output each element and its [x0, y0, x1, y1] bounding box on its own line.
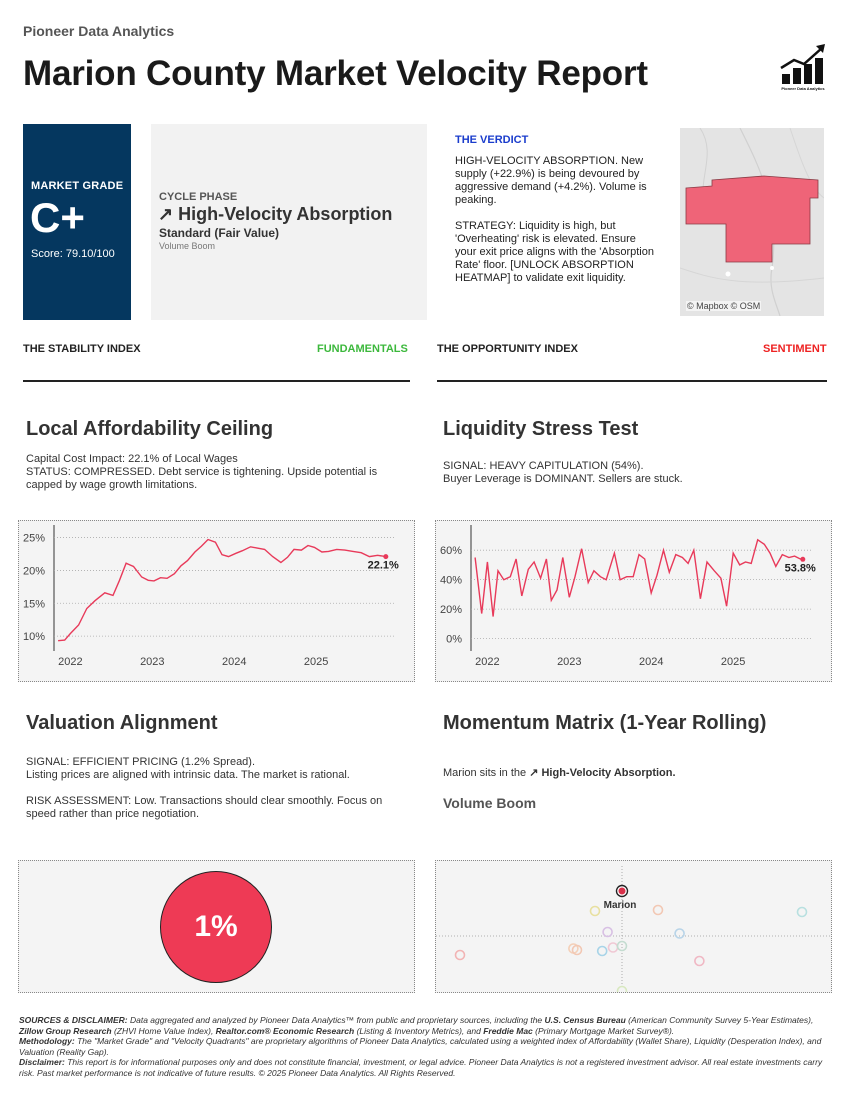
liquidity-leverage: Buyer Leverage is DOMINANT. Sellers are stuck.	[443, 473, 683, 485]
county-boundary-shape	[686, 176, 818, 262]
methodology-text: The "Market Grade" and "Velocity Quadrants" are proprietary algorithms of Pioneer Data Analytics, calculated using a weighted index of Affordability (Wallet Share), Liquidity (Desperation Index), and Valuation (Reality Gap).	[19, 1036, 822, 1057]
market-grade-card	[23, 124, 131, 320]
cycle-phase-card	[151, 124, 427, 320]
affordability-chart-panel	[18, 520, 415, 682]
momentum-line	[443, 767, 823, 780]
scatter-point	[654, 906, 663, 915]
phase-value: ↗ High-Velocity Absorption	[158, 204, 393, 224]
fundamentals-tag: FUNDAMENTALS	[317, 343, 408, 355]
sources-text-1: Data aggregated and analyzed by Pioneer Data Analytics™ from public and proprietary sources, including the	[127, 1015, 545, 1025]
valuation-signal: SIGNAL: EFFICIENT PRICING (1.2% Spread).	[26, 756, 256, 768]
sources-text-2: (American Community Survey 5-Year Estimates),	[625, 1015, 814, 1025]
county-map[interactable]	[680, 128, 824, 316]
footer-disclaimer-text	[19, 1057, 831, 1078]
x-tick-label: 2023	[557, 656, 582, 668]
momentum-matrix-panel	[435, 860, 832, 993]
footer-methodology	[19, 1036, 831, 1057]
affordability-impact: Capital Cost Impact: 22.1% of Local Wages	[26, 453, 238, 465]
sources-text-5: (Primary Mortgage Market Survey®).	[532, 1025, 675, 1036]
verdict-summary: HIGH-VELOCITY ABSORPTION. New supply (+22.9%) is being devoured by aggressive demand (+4.2%). Volume is peaking.	[455, 155, 647, 206]
verdict-strategy: STRATEGY: Liquidity is high, but 'Overheating' risk is elevated. Ensure your exit price aligns with the 'Absorption Rate' floor. [UNLOCK ABSORPTION HEATMAP] to validate exit liquidity.	[455, 220, 654, 284]
scatter-point	[798, 908, 807, 917]
valuation-gauge-panel	[18, 860, 415, 993]
momentum-title: Momentum Matrix (1-Year Rolling)	[443, 712, 767, 734]
stability-index-heading: THE STABILITY INDEX	[23, 343, 141, 355]
methodology-label: Methodology:	[19, 1036, 75, 1046]
scatter-point	[695, 957, 704, 966]
sources-zillow: Zillow Group Research	[19, 1025, 112, 1036]
scatter-point	[456, 951, 465, 960]
series-line	[475, 540, 803, 617]
y-tick-label: 15%	[22, 598, 45, 611]
divider	[437, 380, 827, 382]
x-tick-label: 2024	[638, 656, 664, 668]
affordability-title: Local Affordability Ceiling	[26, 418, 274, 440]
sources-census: U.S. Census Bureau	[544, 1015, 626, 1025]
scatter-point	[609, 943, 618, 952]
series-line	[58, 540, 386, 641]
page-title: Marion County Market Velocity Report	[23, 54, 648, 93]
footer-sources	[19, 1015, 831, 1036]
scatter-point	[618, 942, 627, 951]
logo-text: Pioneer Data Analytics	[781, 86, 825, 91]
valuation-gauge	[160, 871, 272, 983]
map-canvas	[680, 128, 824, 316]
grade-score: Score: 79.10/100	[31, 248, 115, 260]
liquidity-chart-panel	[435, 520, 832, 682]
footer-disclaimer	[19, 1015, 831, 1078]
disclaimer-label: Disclaimer:	[19, 1057, 65, 1067]
marion-point	[619, 888, 626, 895]
scatter-point	[591, 907, 600, 916]
valuation-risk: RISK ASSESSMENT: Low. Transactions should clear smoothly. Focus on speed rather than price negotiation.	[26, 795, 383, 820]
phase-subtitle: Standard (Fair Value)	[159, 226, 280, 240]
liquidity-signal: SIGNAL: HEAVY CAPITULATION (54%).	[443, 460, 644, 472]
sources-text-3: (ZHVI Home Value Index),	[111, 1025, 216, 1036]
x-tick-label: 2023	[140, 656, 165, 668]
sources-label: SOURCES & DISCLAIMER:	[19, 1015, 128, 1025]
momentum-subtitle: Volume Boom	[443, 795, 537, 811]
x-tick-label: 2025	[303, 656, 329, 668]
liquidity-line-chart	[436, 521, 831, 681]
scatter-point	[598, 947, 607, 956]
verdict-title: THE VERDICT	[455, 134, 529, 146]
y-tick-label: 0%	[446, 633, 462, 646]
chart-logo-icon	[778, 40, 828, 92]
grade-value: C+	[30, 194, 85, 241]
x-tick-label: 2022	[475, 656, 500, 668]
sources-realtor: Realtor.com® Economic Research	[215, 1025, 355, 1036]
y-tick-label: 25%	[22, 532, 45, 545]
y-tick-label: 40%	[439, 574, 462, 587]
y-tick-label: 20%	[22, 565, 45, 578]
momentum-scatter-chart	[436, 861, 831, 992]
y-tick-label: 60%	[439, 545, 462, 558]
sources-text-4: (Listing & Inventory Metrics), and	[354, 1025, 484, 1036]
disclaimer-text: This report is for informational purposes only and does not constitute financial, investment, or legal advice. Pioneer Data Analytics is not a registered investment advisor. All real estate investments carry risk. Past market performance is not indicative of future results. © 2025 Pioneer Data Analytics. All Rights Reserved.	[19, 1057, 823, 1078]
y-tick-label: 10%	[22, 631, 45, 644]
brand-name: Pioneer Data Analytics	[23, 23, 175, 39]
sentiment-tag: SENTIMENT	[763, 343, 827, 355]
momentum-phase: ↗ High-Velocity Absorption.	[529, 767, 676, 779]
last-point-marker	[800, 557, 805, 562]
affordability-line-chart	[19, 521, 414, 681]
phase-label: CYCLE PHASE	[159, 191, 238, 203]
scatter-point	[603, 928, 612, 937]
opportunity-index-heading: THE OPPORTUNITY INDEX	[437, 343, 578, 355]
sources-freddie: Freddie Mac	[483, 1025, 533, 1036]
valuation-title: Valuation Alignment	[26, 712, 218, 734]
marion-label: Marion	[603, 900, 637, 911]
x-tick-label: 2025	[720, 656, 746, 668]
last-value-label: 22.1%	[367, 559, 399, 572]
y-tick-label: 20%	[439, 604, 462, 617]
map-credit[interactable]: © Mapbox © OSM	[687, 301, 761, 311]
valuation-description: Listing prices are aligned with intrinsic data. The market is rational.	[26, 769, 350, 781]
gauge-value: 1%	[194, 910, 238, 943]
x-tick-label: 2022	[58, 656, 83, 668]
last-point-marker	[383, 554, 388, 559]
grade-label: MARKET GRADE	[31, 180, 124, 192]
divider	[23, 380, 410, 382]
phase-caption: Volume Boom	[159, 241, 216, 251]
scatter-point	[618, 987, 627, 993]
momentum-prefix: Marion sits in the	[443, 767, 527, 779]
last-value-label: 53.8%	[784, 562, 816, 575]
liquidity-title: Liquidity Stress Test	[443, 418, 639, 440]
affordability-status: STATUS: COMPRESSED. Debt service is tightening. Upside potential is capped by wage growth limitations.	[26, 466, 378, 491]
x-tick-label: 2024	[221, 656, 247, 668]
scatter-point	[675, 929, 684, 938]
